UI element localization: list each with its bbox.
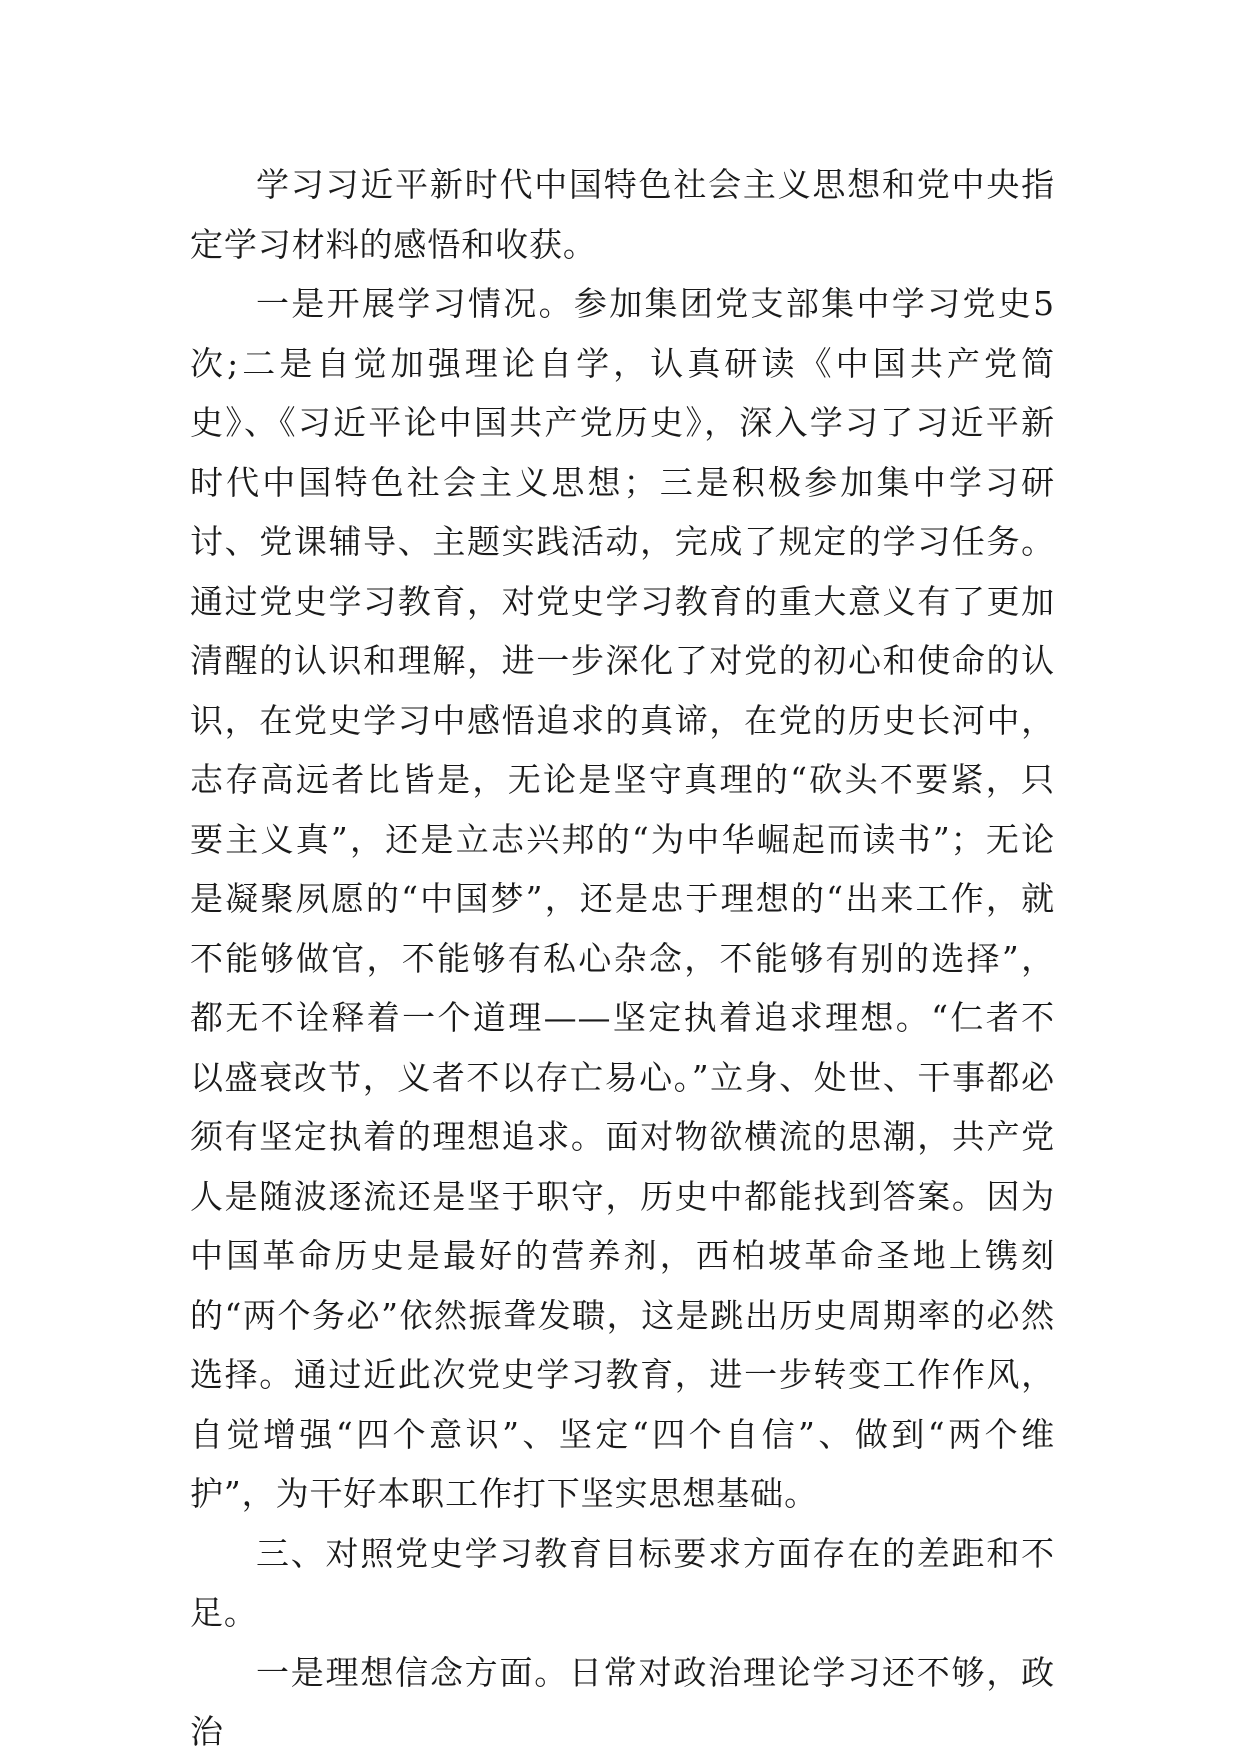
paragraph-section-three-heading: 三、对照党史学习教育目标要求方面存在的差距和不足。 bbox=[190, 1533, 1055, 1632]
document-body bbox=[190, 155, 1055, 1762]
paragraph-study-situation: 一是开展学习情况。参加集团党支部集中学习党史5次;二是自觉加强理论自学，认真研读《中国共产党简史》、《习近平论中国共产党历史》，深入学习了习近平新时代中国特色社会主义思想；三是积极参加集中学习研讨、党课辅导、主题实践活动，完成了规定的学习任务。通过党史学习教育，对党史学习教育的重大意义有了更加清醒的认识和理解，进一步深化了对党的初心和使命的认识，在党史学习中感悟追求的真谛，在党的历史长河中，志存高远者比皆是，无论是坚守真理的“砍头不要紧，只要主义真”，还是立志兴邦的“为中华崛起而读书”；无论是凝聚夙愿的“中国梦”，还是忠于理想的“出来工作，就不能够做官，不能够有私心杂念，不能够有别的选择”，都无不诠释着一个道理——坚定执着追求理想。“仁者不以盛衰改节，义者不以存亡易心。”立身、处世、干事都必须有坚定执着的理想追求。面对物欲横流的思潮，共产党人是随波逐流还是坚于职守，历史中都能找到答案。因为中国革命历史是最好的营养剂，西柏坡革命圣地上镌刻的“两个务必”依然振聋发聩，这是跳出历史周期率的必然选择。通过近此次党史学习教育，进一步转变工作作风，自觉增强“四个意识”、坚定“四个自信”、做到“两个维护”，为干好本职工作打下坚实思想基础。 bbox=[190, 284, 1055, 1513]
paragraph-learning-reflection: 学习习近平新时代中国特色社会主义思想和党中央指定学习材料的感悟和收获。 bbox=[190, 165, 1055, 264]
paragraph-ideals-beliefs: 一是理想信念方面。日常对政治理论学习还不够，政治 bbox=[190, 1652, 1055, 1751]
